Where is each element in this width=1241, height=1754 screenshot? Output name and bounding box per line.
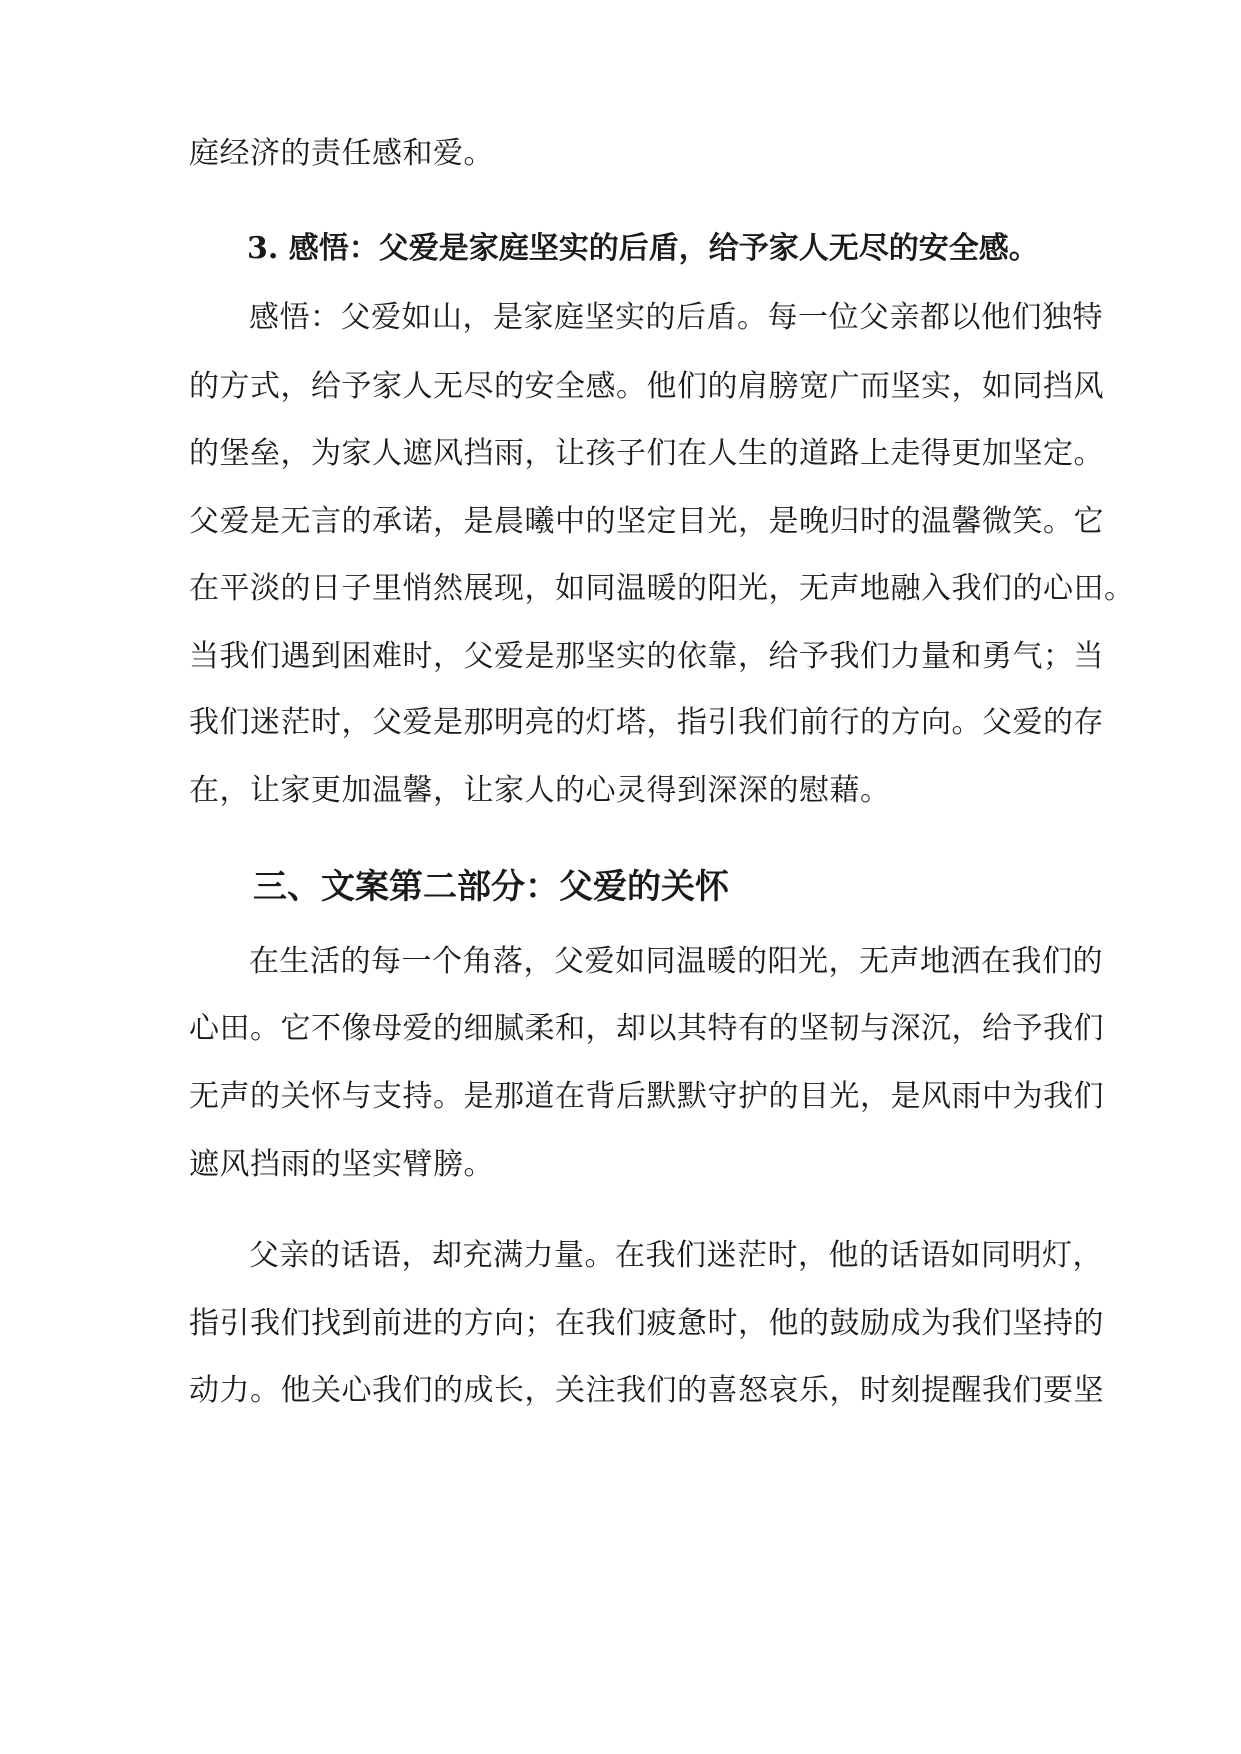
paragraph-line: 的方式，给予家人无尽的安全感。他们的肩膀宽广而坚实，如同挡风 (189, 369, 1104, 404)
paragraph-line: 当我们遇到困难时，父爱是那坚实的依靠，给予我们力量和勇气；当 (189, 639, 1104, 674)
paragraph-line: 心田。它不像母爱的细腻柔和，却以其特有的坚韧与深沉，给予我们 (189, 1011, 1104, 1046)
paragraph-line: 无声的关怀与支持。是那道在背后默默守护的目光，是风雨中为我们 (189, 1079, 1104, 1114)
paragraph-line: 在生活的每一个角落，父爱如同温暖的阳光，无声地洒在我们的 (249, 944, 1103, 979)
paragraph-line: 动力。他关心我们的成长，关注我们的喜怒哀乐，时刻提醒我们要坚 (189, 1373, 1104, 1408)
carryover-line: 庭经济的责任感和爱。 (189, 136, 494, 171)
paragraph-line: 在，让家更加温馨，让家人的心灵得到深深的慰藉。 (189, 773, 891, 808)
subheading-3: 3. 感悟：父爱是家庭坚实的后盾，给予家人无尽的安全感。 (247, 231, 1039, 266)
paragraph-line: 遮风挡雨的坚实臂膀。 (189, 1147, 494, 1182)
paragraph-line: 的堡垒，为家人遮风挡雨，让孩子们在人生的道路上走得更加坚定。 (189, 436, 1104, 471)
paragraph-line: 我们迷茫时，父爱是那明亮的灯塔，指引我们前行的方向。父爱的存 (189, 705, 1104, 740)
paragraph-line: 父爱是无言的承诺，是晨曦中的坚定目光，是晚归时的温馨微笑。它 (189, 504, 1104, 539)
paragraph-line: 在平淡的日子里悄然展现，如同温暖的阳光，无声地融入我们的心田。 (189, 571, 1135, 606)
paragraph-line: 感悟：父爱如山，是家庭坚实的后盾。每一位父亲都以他们独特 (249, 300, 1103, 335)
section-heading: 三、文案第二部分：父爱的关怀 (253, 867, 729, 907)
paragraph-line: 指引我们找到前进的方向；在我们疲惫时，他的鼓励成为我们坚持的 (189, 1306, 1104, 1341)
paragraph-line: 父亲的话语，却充满力量。在我们迷茫时，他的话语如同明灯， (249, 1238, 1103, 1273)
